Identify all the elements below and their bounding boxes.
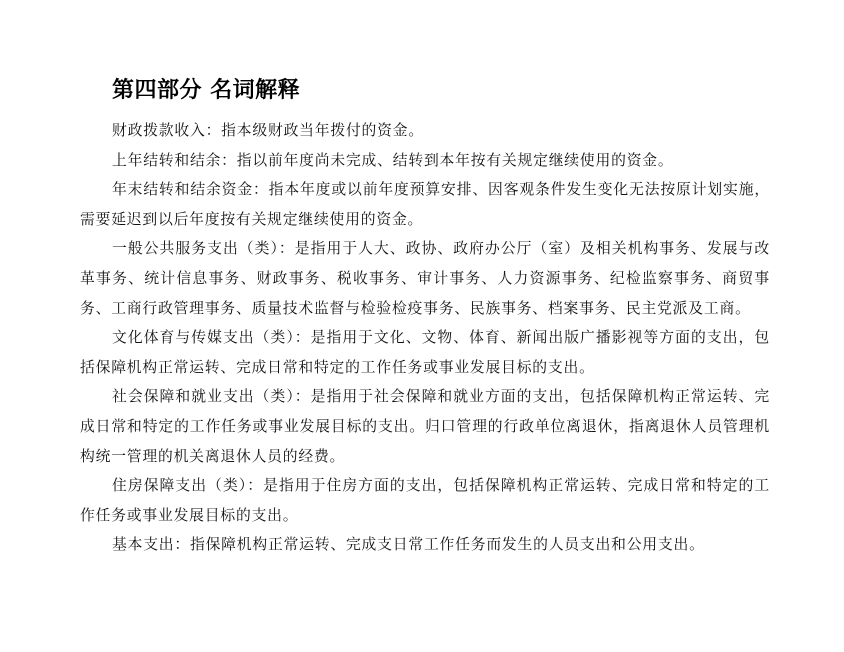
definition-paragraph-year-end-carryover-funds: 年末结转和结余资金：指本年度或以前年度预算安排、因客观条件发生变化无法按原计划实施，需要延迟到以后年度按有关规定继续使用的资金。 <box>80 181 770 228</box>
definition-paragraph-housing-security: 住房保障支出（类）：是指用于住房方面的支出，包括保障机构正常运转、完成日常和特定的工作任务或事业发展目标的支出。 <box>80 477 770 524</box>
definition-paragraph-fiscal-appropriation-income: 财政拨款收入：指本级财政当年拨付的资金。 <box>112 122 424 139</box>
definition-paragraph-culture-sports-media: 文化体育与传媒支出（类）：是指用于文化、文物、体育、新闻出版广播影视等方面的支出，包括保障机构正常运转、完成日常和特定的工作任务或事业发展目标的支出。 <box>80 329 770 376</box>
definitions-body <box>80 116 770 560</box>
definition-paragraph-prior-year-carryover: 上年结转和结余：指以前年度尚未完成、结转到本年按有关规定继续使用的资金。 <box>112 151 674 169</box>
definition-paragraph-general-public-services: 一般公共服务支出（类）：是指用于人大、政协、政府办公厅（室）及相关机构事务、发展与改革事务、统计信息事务、财政事务、税收事务、审计事务、人力资源事务、纪检监察事务、商贸事务、工商行政管理事务、质量技术监督与检验检疫事务、民族事务、档案事务、民主党派及工商。 <box>80 240 770 317</box>
section-heading: 第四部分 名词解释 <box>112 78 301 103</box>
definition-paragraph-basic-expenditure: 基本支出：指保障机构正常运转、完成支日常工作任务而发生的人员支出和公用支出。 <box>112 536 705 554</box>
definition-paragraph-social-security-employment: 社会保障和就业支出（类）：是指用于社会保障和就业方面的支出，包括保障机构正常运转、完成日常和特定的工作任务或事业发展目标的支出。归口管理的行政单位离退休，指离退休人员管理机构统一管理的机关离退休人员的经费。 <box>80 388 770 465</box>
